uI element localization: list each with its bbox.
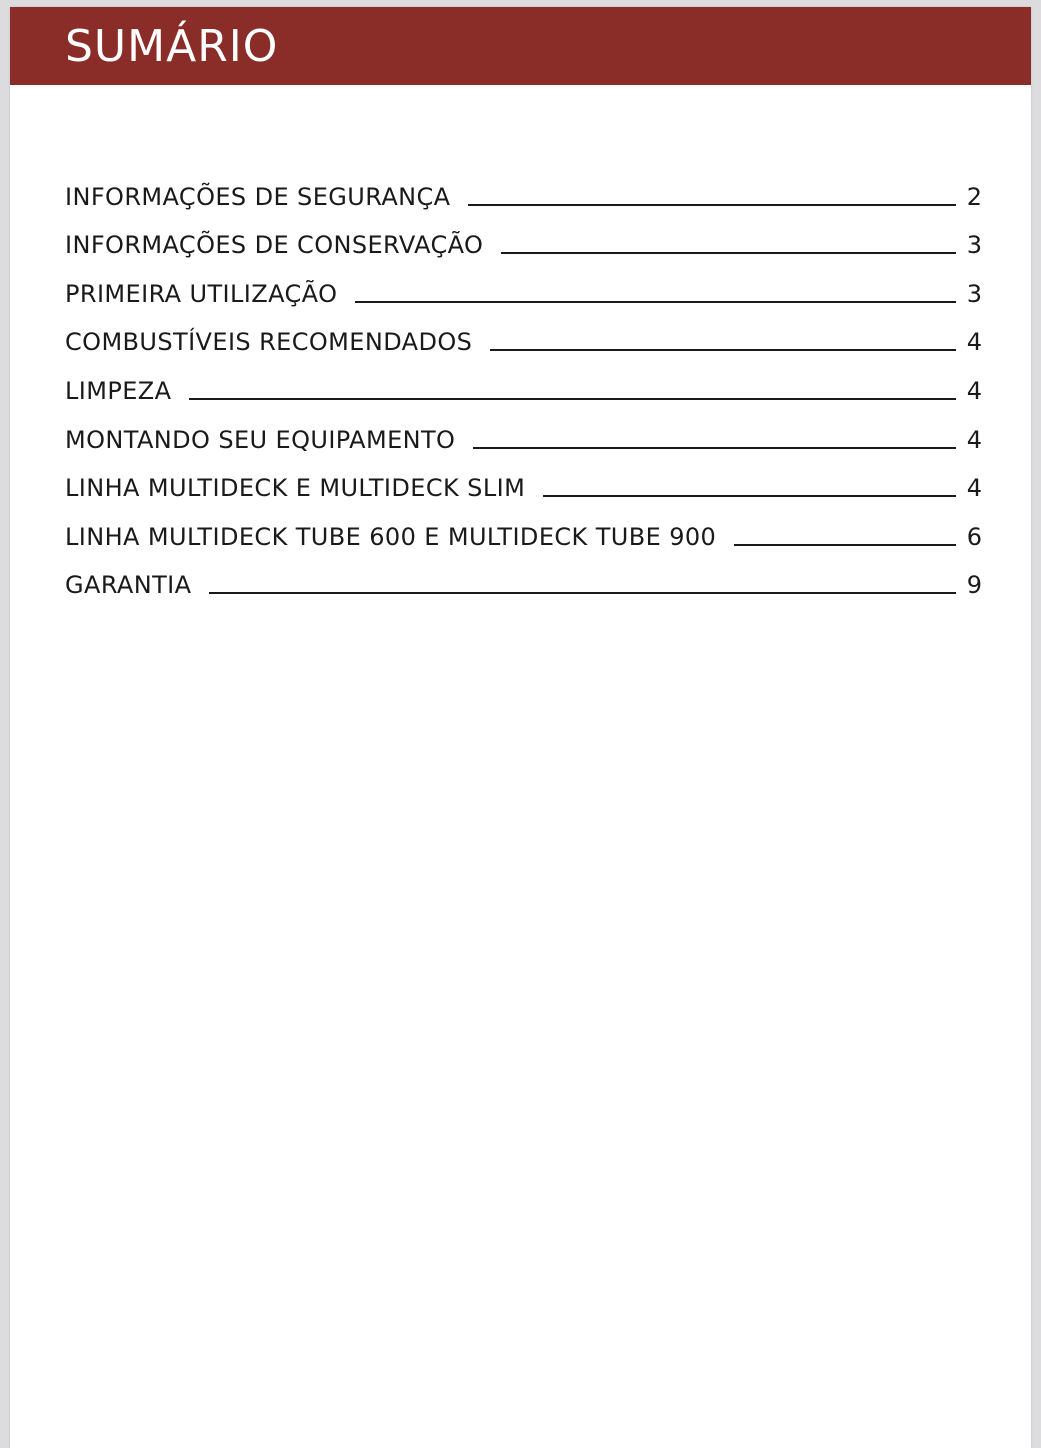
toc-entry-conservation[interactable] [65, 212, 982, 261]
toc-entry-title: LIMPEZA [65, 376, 172, 405]
header-bar [10, 7, 1031, 85]
toc-entry-page: 3 [966, 279, 982, 308]
toc-leader-line [189, 398, 956, 400]
toc-entry-cleaning[interactable] [65, 357, 982, 406]
toc-entry-page: 4 [966, 376, 982, 405]
toc-entry-warranty[interactable] [65, 552, 982, 601]
toc-leader-line [468, 204, 956, 206]
toc-leader-line [501, 252, 956, 254]
toc-entry-page: 4 [966, 328, 982, 357]
toc-entry-page: 2 [966, 182, 982, 211]
toc-entry-title: LINHA MULTIDECK E MULTIDECK SLIM [65, 474, 526, 503]
toc-entry-page: 3 [966, 231, 982, 260]
page-title: SUMÁRIO [65, 21, 279, 72]
toc-entry-title: INFORMAÇÕES DE SEGURANÇA [65, 182, 451, 211]
toc-entry-title: LINHA MULTIDECK TUBE 600 E MULTIDECK TUBE 900 [65, 522, 717, 551]
toc-entry-assembly[interactable] [65, 406, 982, 455]
toc-leader-line [209, 592, 956, 594]
toc-entry-page: 4 [966, 474, 982, 503]
toc-leader-line [473, 447, 956, 449]
toc-entry-title: GARANTIA [65, 571, 192, 600]
toc-entry-title: COMBUSTÍVEIS RECOMENDADOS [65, 328, 473, 357]
toc-entry-fuels[interactable] [65, 309, 982, 358]
toc-leader-line [734, 544, 956, 546]
toc-leader-line [490, 349, 956, 351]
toc-entry-multideck-tube[interactable] [65, 503, 982, 552]
document-page [10, 7, 1031, 1448]
toc-entry-safety[interactable] [65, 163, 982, 212]
toc-entry-title: PRIMEIRA UTILIZAÇÃO [65, 279, 338, 308]
toc-entry-multideck-slim[interactable] [65, 455, 982, 504]
toc-entry-title: MONTANDO SEU EQUIPAMENTO [65, 425, 456, 454]
toc-entry-page: 4 [966, 425, 982, 454]
toc-entry-title: INFORMAÇÕES DE CONSERVAÇÃO [65, 231, 484, 260]
toc-entry-first-use[interactable] [65, 260, 982, 309]
table-of-contents [65, 163, 982, 600]
toc-entry-page: 6 [966, 522, 982, 551]
toc-entry-page: 9 [966, 571, 982, 600]
toc-leader-line [355, 301, 956, 303]
toc-leader-line [543, 495, 956, 497]
